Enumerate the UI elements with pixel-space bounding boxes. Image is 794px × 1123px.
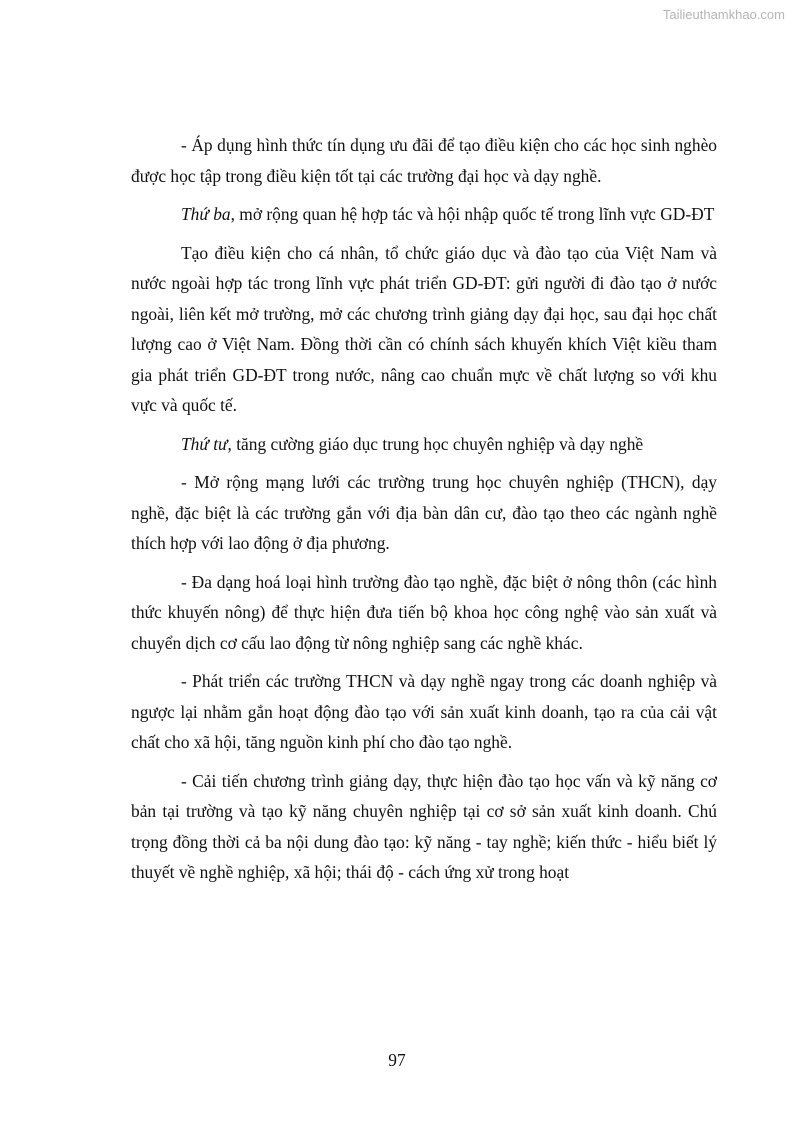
paragraph-text: , tăng cường giáo dục trung học chuyên nghiệp và dạy nghề <box>227 433 644 454</box>
paragraph-italic: Thứ ba <box>181 204 231 224</box>
paragraph-text: - Cải tiến chương trình giảng dạy, thực hiện đào tạo học vấn và kỹ năng cơ bản tại trường và tạo kỹ năng chuyên nghiệp tại cơ sở sản xuất kinh doanh. Chú trọng đồng thời cả ba nội dung đào tạo: kỹ năng - tay nghề; kiến thức - hiểu biết lý thuyết về nghề nghiệp, xã hội; thái độ - cách ứng xử trong hoạt <box>131 770 717 882</box>
paragraph-text: - Mở rộng mạng lưới các trường trung học chuyên nghiệp (THCN), dạy nghề, đặc biệt là các trường gắn với địa bàn dân cư, đào tạo theo các ngành nghề thích hợp với lao động ở địa phương. <box>131 472 717 553</box>
paragraph <box>131 429 717 460</box>
paragraph-text: - Đa dạng hoá loại hình trường đào tạo nghề, đặc biệt ở nông thôn (các hình thức khuyến nông) để thực hiện đưa tiến bộ khoa học công nghệ vào sản xuất và chuyển dịch cơ cấu lao động từ nông nghiệp sang các nghề khác. <box>131 571 717 653</box>
paragraph <box>131 567 717 659</box>
paragraph <box>131 199 717 230</box>
paragraph <box>131 467 717 559</box>
paragraph <box>131 766 717 888</box>
watermark-text: Tailieuthamkhao.com <box>662 7 785 22</box>
paragraph-text: , mở rộng quan hệ hợp tác và hội nhập quốc tế trong lĩnh vực GD-ĐT <box>230 204 715 224</box>
paragraph <box>131 666 717 758</box>
paragraph-text: Tạo điều kiện cho cá nhân, tổ chức giáo dục và đào tạo của Việt Nam và nước ngoài hợp tác trong lĩnh vực phát triển GD-ĐT: gửi người đi đào tạo ở nước ngoài, liên kết mở trường, mở các chương trình giảng dạy đại học, sau đại học chất lượng cao ở Việt Nam. Đồng thời cần có chính sách khuyến khích Việt kiều tham gia phát triển GD-ĐT trong nước, nâng cao chuẩn mực về chất lượng so với khu vực và quốc tế. <box>131 242 717 415</box>
document-body <box>131 130 717 896</box>
paragraph <box>131 238 717 421</box>
paragraph-italic: Thứ tư <box>181 433 228 454</box>
paragraph-text: - Áp dụng hình thức tín dụng ưu đãi để tạo điều kiện cho các học sinh nghèo được học tập trong điều kiện tốt tại các trường đại học và dạy nghề. <box>131 135 717 186</box>
paragraph <box>131 130 717 191</box>
page-number: 97 <box>388 1050 406 1070</box>
paragraph-text: - Phát triển các trường THCN và dạy nghề ngay trong các doanh nghiệp và ngược lại nhằm gắn hoạt động đào tạo với sản xuất kinh doanh, tạo ra của cải vật chất cho xã hội, tăng nguồn kinh phí cho đào tạo nghề. <box>131 671 717 752</box>
